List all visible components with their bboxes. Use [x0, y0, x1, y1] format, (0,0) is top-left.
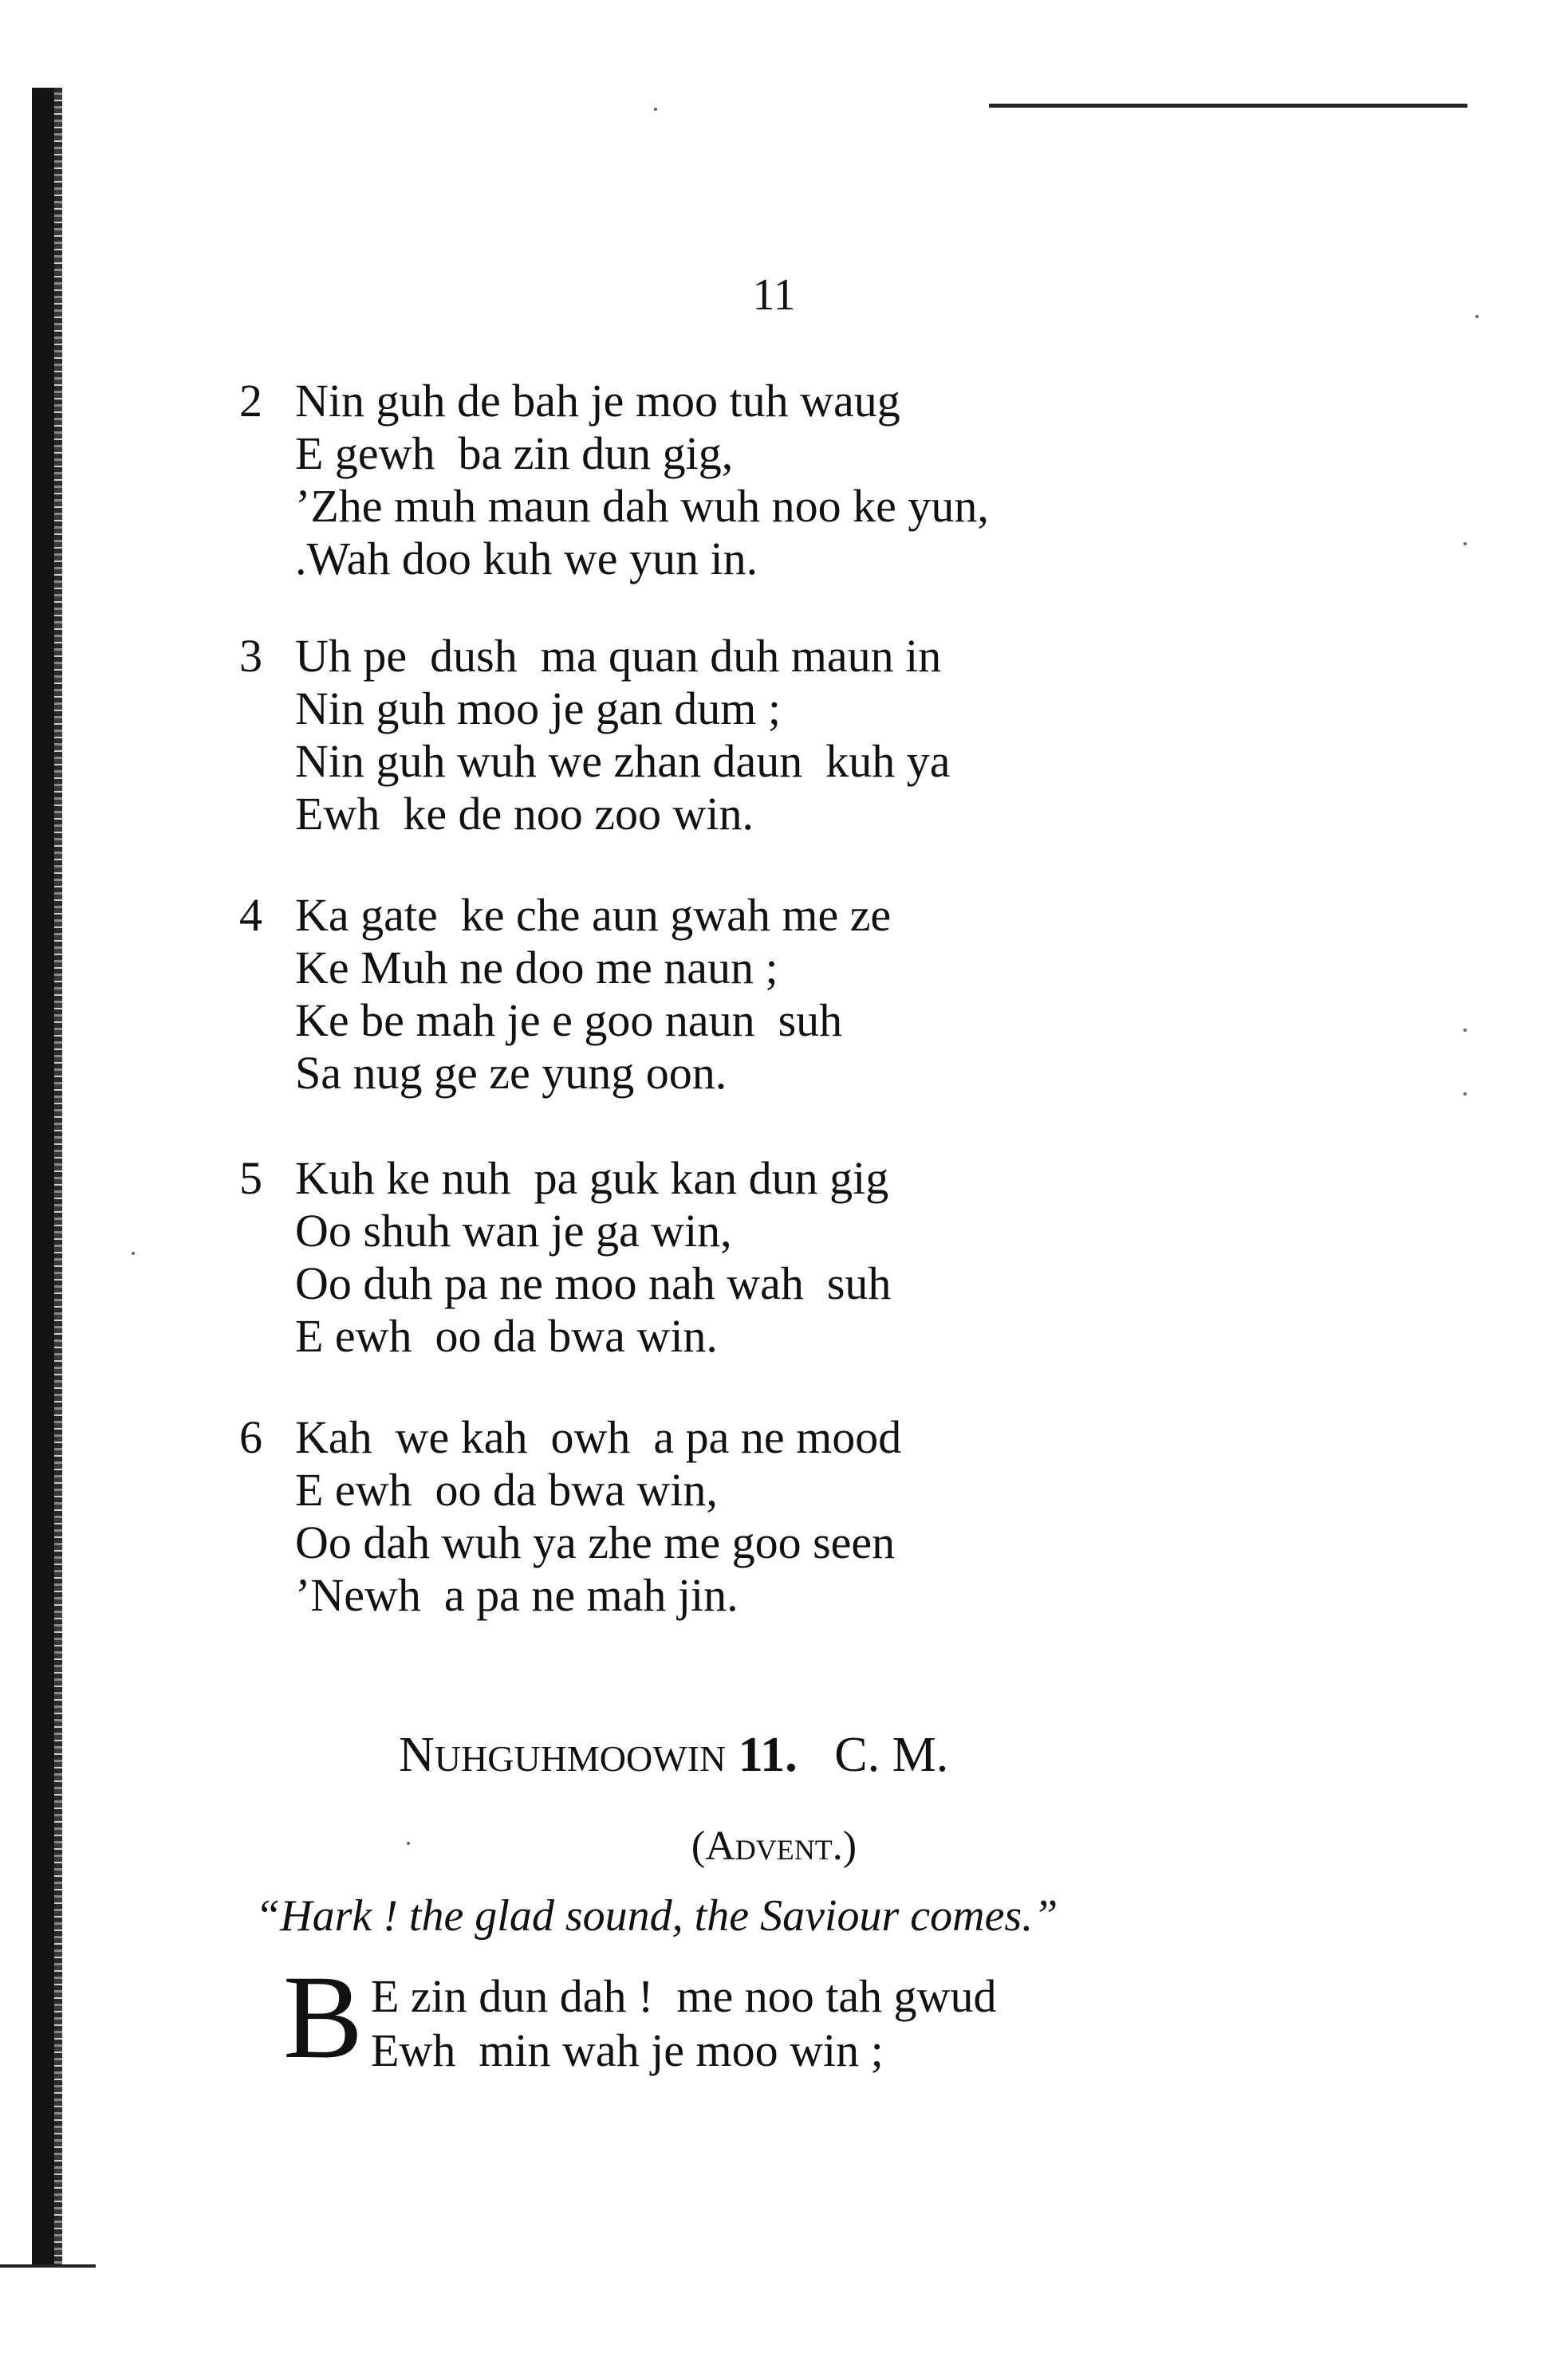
verse-number: 5: [239, 1152, 262, 1204]
verse-line: Nin guh moo je gan dum ;: [295, 683, 781, 734]
verse-line: Ewh ke de noo zoo win.: [295, 788, 754, 840]
verse-line: Oo duh pa ne moo nah wah suh: [295, 1257, 892, 1309]
verse-line: E gewh ba zin dun gig,: [295, 427, 734, 479]
hymn-title-number: 11.: [726, 1728, 798, 1782]
verse-line: .Wah doo kuh we yun in.: [295, 533, 758, 584]
book-spine-shadow: [32, 88, 54, 2264]
verse-line: Nin guh de bah je moo tuh waug: [295, 375, 900, 427]
hymn-title-initial: N: [399, 1728, 435, 1782]
verse-line: Ke be mah je e goo naun suh: [295, 994, 843, 1046]
print-speck: [1463, 1092, 1467, 1096]
hymn-subtitle: (Advent.): [691, 1823, 857, 1869]
hymn-title: [399, 1730, 948, 1780]
verse-number: 4: [239, 889, 262, 941]
print-speck: [654, 108, 657, 111]
print-speck: [407, 1842, 410, 1845]
drop-cap: B: [283, 1951, 364, 2083]
verse-line: Kuh ke nuh pa guk kan dun gig: [295, 1152, 889, 1204]
verse-number: 3: [239, 630, 262, 682]
print-speck: [1463, 1029, 1467, 1032]
bottom-edge-rule: [0, 2264, 96, 2268]
verse-number: 6: [239, 1411, 262, 1463]
verse-lines: [295, 1152, 891, 1363]
verse-line: Oo dah wuh ya zhe me goo seen: [295, 1517, 896, 1568]
verse-line: Ka gate ke che aun gwah me ze: [295, 889, 892, 941]
verse-number: 2: [239, 375, 262, 427]
page-number: 11: [752, 270, 796, 320]
verse-line: Ke Muh ne doo me naun ;: [295, 942, 778, 993]
verse-line: E ewh oo da bwa win,: [295, 1464, 718, 1516]
verse-lines: [295, 1411, 901, 1622]
verse-line: Ewh min wah je moo win ;: [371, 2024, 884, 2076]
print-speck: [132, 1252, 135, 1255]
verse-lines: [295, 889, 891, 1100]
hymn-epigraph: “Hark ! the glad sound, the Saviour comes.”: [255, 1891, 1058, 1941]
hymn-title-rest: UHGUHMOOWIN: [434, 1738, 727, 1779]
hymn-first-lines: [371, 1969, 996, 2078]
print-speck: [1475, 315, 1479, 318]
verse-line: Nin guh wuh we zhan daun kuh ya: [295, 735, 951, 787]
verse-line: Uh pe dush ma quan duh maun in: [295, 630, 942, 682]
verse-line: ’Newh a pa ne mah jin.: [295, 1569, 739, 1621]
verse-line: Oo shuh wan je ga win,: [295, 1205, 732, 1257]
verse-line: E zin dun dah ! me noo tah gwud: [371, 1970, 997, 2022]
verse-line: ’Zhe muh maun dah wuh noo ke yun,: [295, 480, 989, 532]
verse-lines: [295, 375, 989, 585]
print-speck: [1463, 542, 1467, 545]
top-rule: [989, 104, 1467, 108]
hymn-meter: C. M.: [797, 1728, 949, 1782]
verse-line: E ewh oo da bwa win.: [295, 1310, 718, 1362]
verse-line: Sa nug ge ze yung oon.: [295, 1047, 727, 1099]
book-spine-edge: [54, 88, 62, 2264]
verse-lines: [295, 630, 951, 840]
verse-line: Kah we kah owh a pa ne mood: [295, 1411, 902, 1463]
